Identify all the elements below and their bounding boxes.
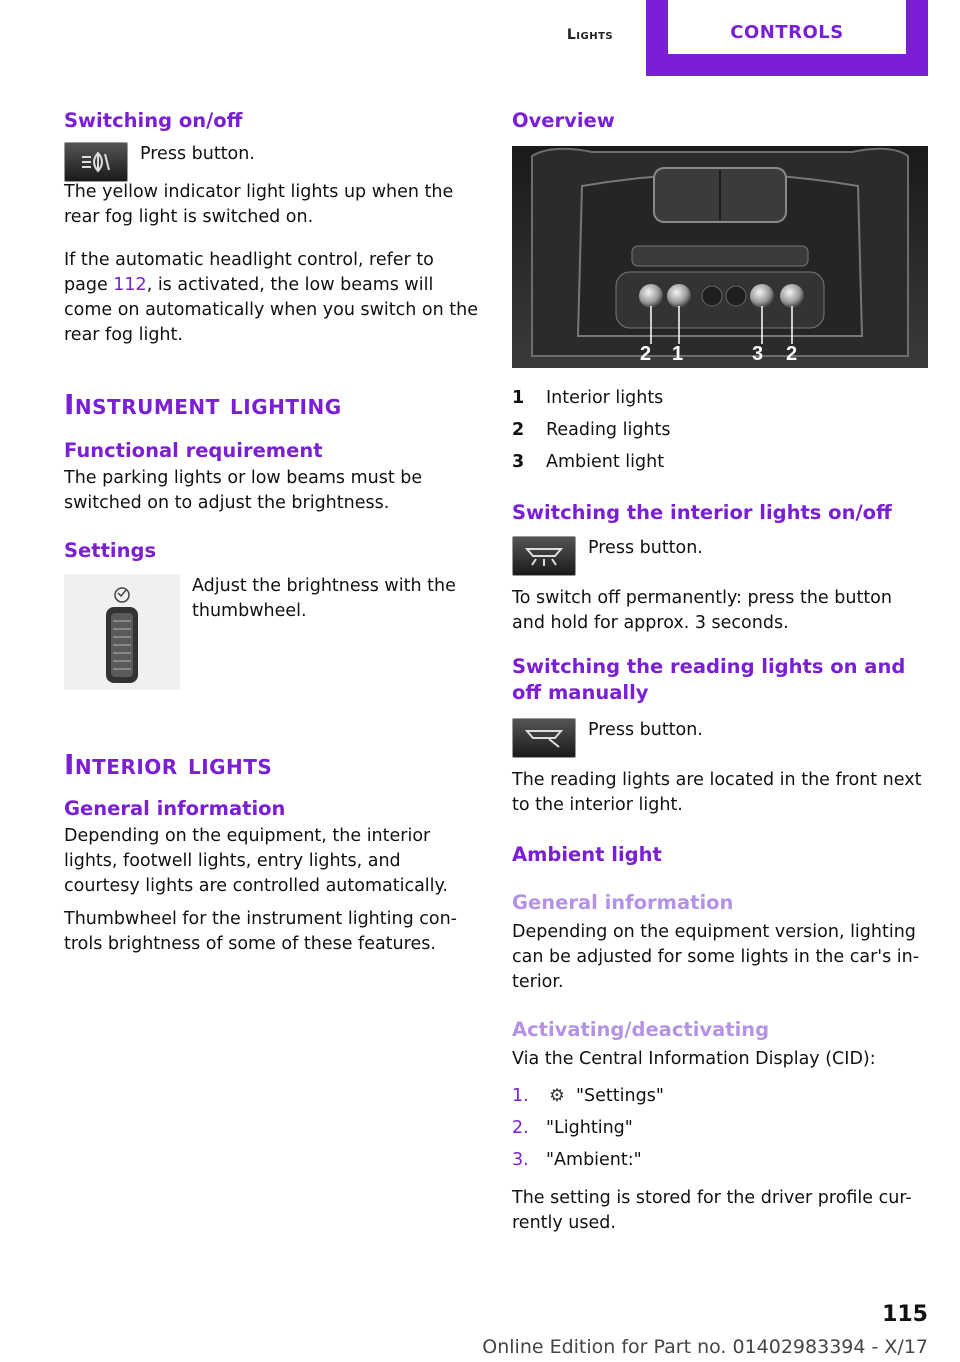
- reading-light-icon: [519, 725, 569, 751]
- footer-edition-text: Online Edition for Part no. 01402983394 - X/17: [482, 1336, 928, 1358]
- settings-text: Adjust the brightness with the thumbwheel.: [192, 576, 456, 621]
- permanent-off-text: To switch off permanently: press the button and hold for approx. 3 seconds.: [512, 588, 892, 633]
- reading-light-button-image: [512, 718, 576, 758]
- via-cid-text: Via the Central Information Display (CID):: [512, 1049, 876, 1069]
- ambient-general-heading: General information: [512, 891, 734, 914]
- general-info-heading: General information: [64, 797, 286, 820]
- header-tabs: [534, 0, 928, 76]
- step-item: 2. "Lighting": [512, 1118, 633, 1138]
- interior-light-icon: [519, 543, 569, 569]
- thumbwheel-instruction: [64, 574, 480, 690]
- page-112-link[interactable]: 112: [113, 275, 147, 295]
- overview-heading: Overview: [512, 109, 615, 132]
- rear-fog-light-icon: [76, 149, 116, 175]
- functional-requirement-text: The parking lights or low beams must be switched on to adjust the brightness.: [64, 468, 423, 513]
- interior-lights-heading: Interior lights: [64, 748, 273, 781]
- functional-requirement-heading: Functional requirement: [64, 439, 323, 462]
- legend-item: 3 Ambient light: [512, 452, 665, 472]
- interior-switch-instruction: [512, 536, 928, 576]
- page-number: 115: [882, 1302, 928, 1327]
- legend-item: 2 Reading lights: [512, 420, 671, 440]
- thumbwheel-icon: [92, 577, 152, 687]
- general-info-text-2: Thumbwheel for the instrument lighting con-trols brightness of some of these features.: [64, 909, 457, 954]
- section-tab-lights: Lights: [566, 27, 614, 43]
- auto-headlight-text: If the automatic headlight control, refer to page 112, is activated, the low beams will come on automatically when you switch on the rear fog light.: [64, 250, 478, 345]
- reading-light-text: [588, 718, 703, 758]
- rear-fog-light-button-image: [64, 142, 128, 182]
- step-item: 1. ⚙ "Settings": [512, 1080, 928, 1112]
- step-item: 3. "Ambient:": [512, 1150, 642, 1170]
- press-button-text-1: Press button.: [588, 538, 703, 558]
- general-info-text-1: Depending on the equipment, the interior lights, footwell lights, entry lights, and courtesy lights are controlled automatically.: [64, 826, 448, 896]
- ambient-general-text: Depending on the equipment version, lighting can be adjusted for some lights in the car's in-terior.: [512, 922, 920, 992]
- ambient-light-heading: Ambient light: [512, 843, 662, 866]
- section-tab-controls: [646, 0, 928, 76]
- activation-steps: [512, 1080, 928, 1176]
- interior-switch-text: [588, 536, 703, 576]
- press-button-text-2: Press button.: [588, 720, 703, 740]
- thumbwheel-image: [64, 574, 180, 690]
- photo-label-2b: 2: [786, 343, 798, 365]
- thumbwheel-text: [192, 574, 480, 690]
- page-footer: [0, 1302, 928, 1362]
- instrument-lighting-heading: Instrument lighting: [64, 388, 342, 421]
- interior-light-button-image: [512, 536, 576, 576]
- photo-label-2a: 2: [640, 343, 652, 365]
- press-button-text: Press button.: [140, 144, 255, 164]
- interior-switch-heading: Switching the interior lights on/off: [512, 501, 892, 524]
- indicator-text: The yellow indicator light lights up when the rear fog light is switched on.: [64, 182, 454, 227]
- reading-lights-location-text: The reading lights are located in the front next to the interior light.: [512, 770, 922, 815]
- stored-setting-text: The setting is stored for the driver profile cur-rently used.: [512, 1188, 912, 1233]
- fog-light-instruction: [64, 142, 480, 182]
- right-column: [512, 108, 928, 1244]
- fog-light-text: [140, 142, 255, 182]
- gear-icon: ⚙: [549, 1086, 565, 1106]
- left-column: [64, 108, 480, 965]
- activating-heading: Activating/deactivating: [512, 1018, 770, 1041]
- legend-list: [512, 382, 928, 478]
- settings-heading: Settings: [64, 539, 157, 562]
- switching-heading: Switching on/off: [64, 109, 243, 132]
- photo-label-1: 1: [672, 343, 684, 365]
- overhead-console-photo: [512, 146, 928, 368]
- photo-label-3: 3: [752, 343, 764, 365]
- reading-light-instruction: [512, 718, 928, 758]
- legend-item: 1 Interior lights: [512, 388, 664, 408]
- reading-lights-heading: Switching the reading lights on and off manually: [512, 655, 906, 704]
- tab-controls-label: CONTROLS: [668, 0, 906, 54]
